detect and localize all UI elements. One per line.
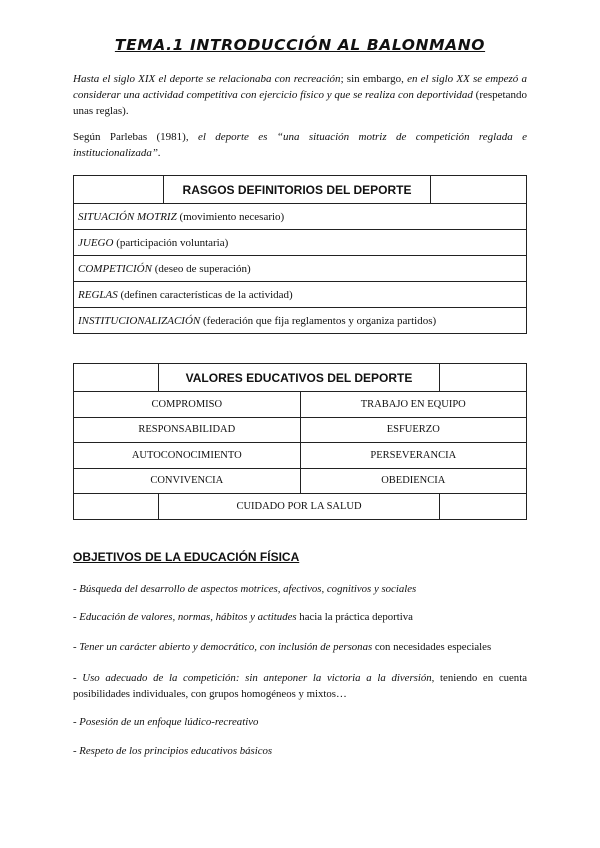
valores-cell: ESFUERZO: [300, 417, 526, 443]
valores-cell: AUTOCONOCIMIENTO: [74, 443, 301, 469]
valores-cell: OBEDIENCIA: [300, 468, 526, 494]
rasgos-term: COMPETICIÓN: [78, 262, 152, 275]
rasgos-row: [74, 256, 527, 282]
objetivo-item-6: [73, 743, 527, 759]
valores-row-last: [74, 494, 527, 520]
objetivo-4-italic: - Uso adecuado de la competición: sin anteponer la victoria a la diversión,: [73, 672, 435, 684]
valores-last-right-empty: [440, 494, 527, 520]
objetivo-3-italic: - Tener un carácter abierto y democrático, con inclusión de personas: [73, 641, 373, 653]
objetivo-4-normal: teniendo en cuenta posibilidades individuales, con grupos homogéneos y mixtos…: [73, 672, 527, 700]
rasgos-header-row: [74, 176, 527, 204]
rasgos-desc: (definen características de la actividad): [117, 288, 293, 301]
valores-row: [74, 417, 527, 443]
valores-cell: RESPONSABILIDAD: [74, 417, 301, 443]
rasgos-desc: (deseo de superación): [151, 262, 251, 275]
valores-last-left-empty: [74, 494, 159, 520]
objetivo-5-text: - Posesión de un enfoque lúdico-recreativo: [73, 716, 259, 728]
objetivo-2-italic: - Educación de valores, normas, hábitos y actitudes: [73, 611, 297, 623]
rasgos-row: [74, 282, 527, 308]
valores-row: [74, 392, 527, 418]
objetivo-item-5: [73, 714, 527, 730]
intro-p2-normal: Según Parlebas (1981),: [73, 131, 198, 143]
intro-p2-italic: el deporte es “una situación motriz de competición reglada e institucionalizada”.: [73, 131, 527, 159]
valores-header-row: [74, 364, 527, 392]
rasgos-row: [74, 230, 527, 256]
valores-cell: CONVIVENCIA: [74, 468, 301, 494]
rasgos-header: RASGOS DEFINITORIOS DEL DEPORTE: [163, 176, 430, 204]
rasgos-desc: (participación voluntaria): [113, 236, 229, 249]
valores-header-left-empty: [74, 364, 159, 392]
valores-cell: COMPROMISO: [74, 392, 301, 418]
intro-p1-italic-b: en el siglo XX se empezó a considerar una actividad competitiva con ejercicio físico y que se realiza con deportividad: [73, 73, 527, 101]
objetivo-2-normal: hacia la práctica deportiva: [296, 611, 413, 623]
valores-cell: TRABAJO EN EQUIPO: [300, 392, 526, 418]
objetivo-item-2: [73, 609, 527, 625]
objetivo-item-4: [73, 670, 527, 702]
valores-row: [74, 468, 527, 494]
objetivo-item-1: [73, 581, 527, 597]
valores-cell: CUIDADO POR LA SALUD: [158, 494, 439, 520]
rasgos-term: SITUACIÓN MOTRIZ: [78, 210, 177, 223]
intro-p1-normal-b: (respetando unas reglas).: [73, 89, 527, 117]
intro-p1-normal-a: ; sin embargo,: [340, 73, 408, 85]
rasgos-row: [74, 308, 527, 334]
rasgos-table: [73, 175, 527, 334]
valores-row: [74, 443, 527, 469]
rasgos-header-left-empty: [74, 176, 164, 204]
rasgos-desc: (federación que fija reglamentos y organiza partidos): [200, 314, 437, 327]
rasgos-term: INSTITUCIONALIZACIÓN: [78, 314, 201, 327]
objetivo-item-3: [73, 639, 527, 655]
rasgos-header-right-empty: [431, 176, 527, 204]
intro-paragraph-2: [73, 129, 527, 161]
objetivo-6-text: - Respeto de los principios educativos básicos: [73, 745, 273, 757]
objetivos-heading: OBJETIVOS DE LA EDUCACIÓN FÍSICA: [73, 550, 300, 564]
objetivo-3-normal: con necesidades especiales: [372, 641, 492, 653]
intro-p1-italic-a: Hasta el siglo XIX el deporte se relacionaba con recreación: [73, 73, 341, 85]
rasgos-row: [74, 204, 527, 230]
page-title: TEMA.1 INTRODUCCIÓN AL BALONMANO: [114, 36, 486, 54]
rasgos-term: REGLAS: [78, 288, 118, 301]
rasgos-desc: (movimiento necesario): [176, 210, 285, 223]
valores-header-right-empty: [440, 364, 527, 392]
objetivo-1-text: - Búsqueda del desarrollo de aspectos motrices, afectivos, cognitivos y sociales: [73, 583, 417, 595]
valores-header: VALORES EDUCATIVOS DEL DEPORTE: [158, 364, 439, 392]
intro-paragraph-1: [73, 71, 527, 119]
rasgos-term: JUEGO: [78, 236, 114, 249]
valores-cell: PERSEVERANCIA: [300, 443, 526, 469]
valores-table: [73, 363, 527, 520]
